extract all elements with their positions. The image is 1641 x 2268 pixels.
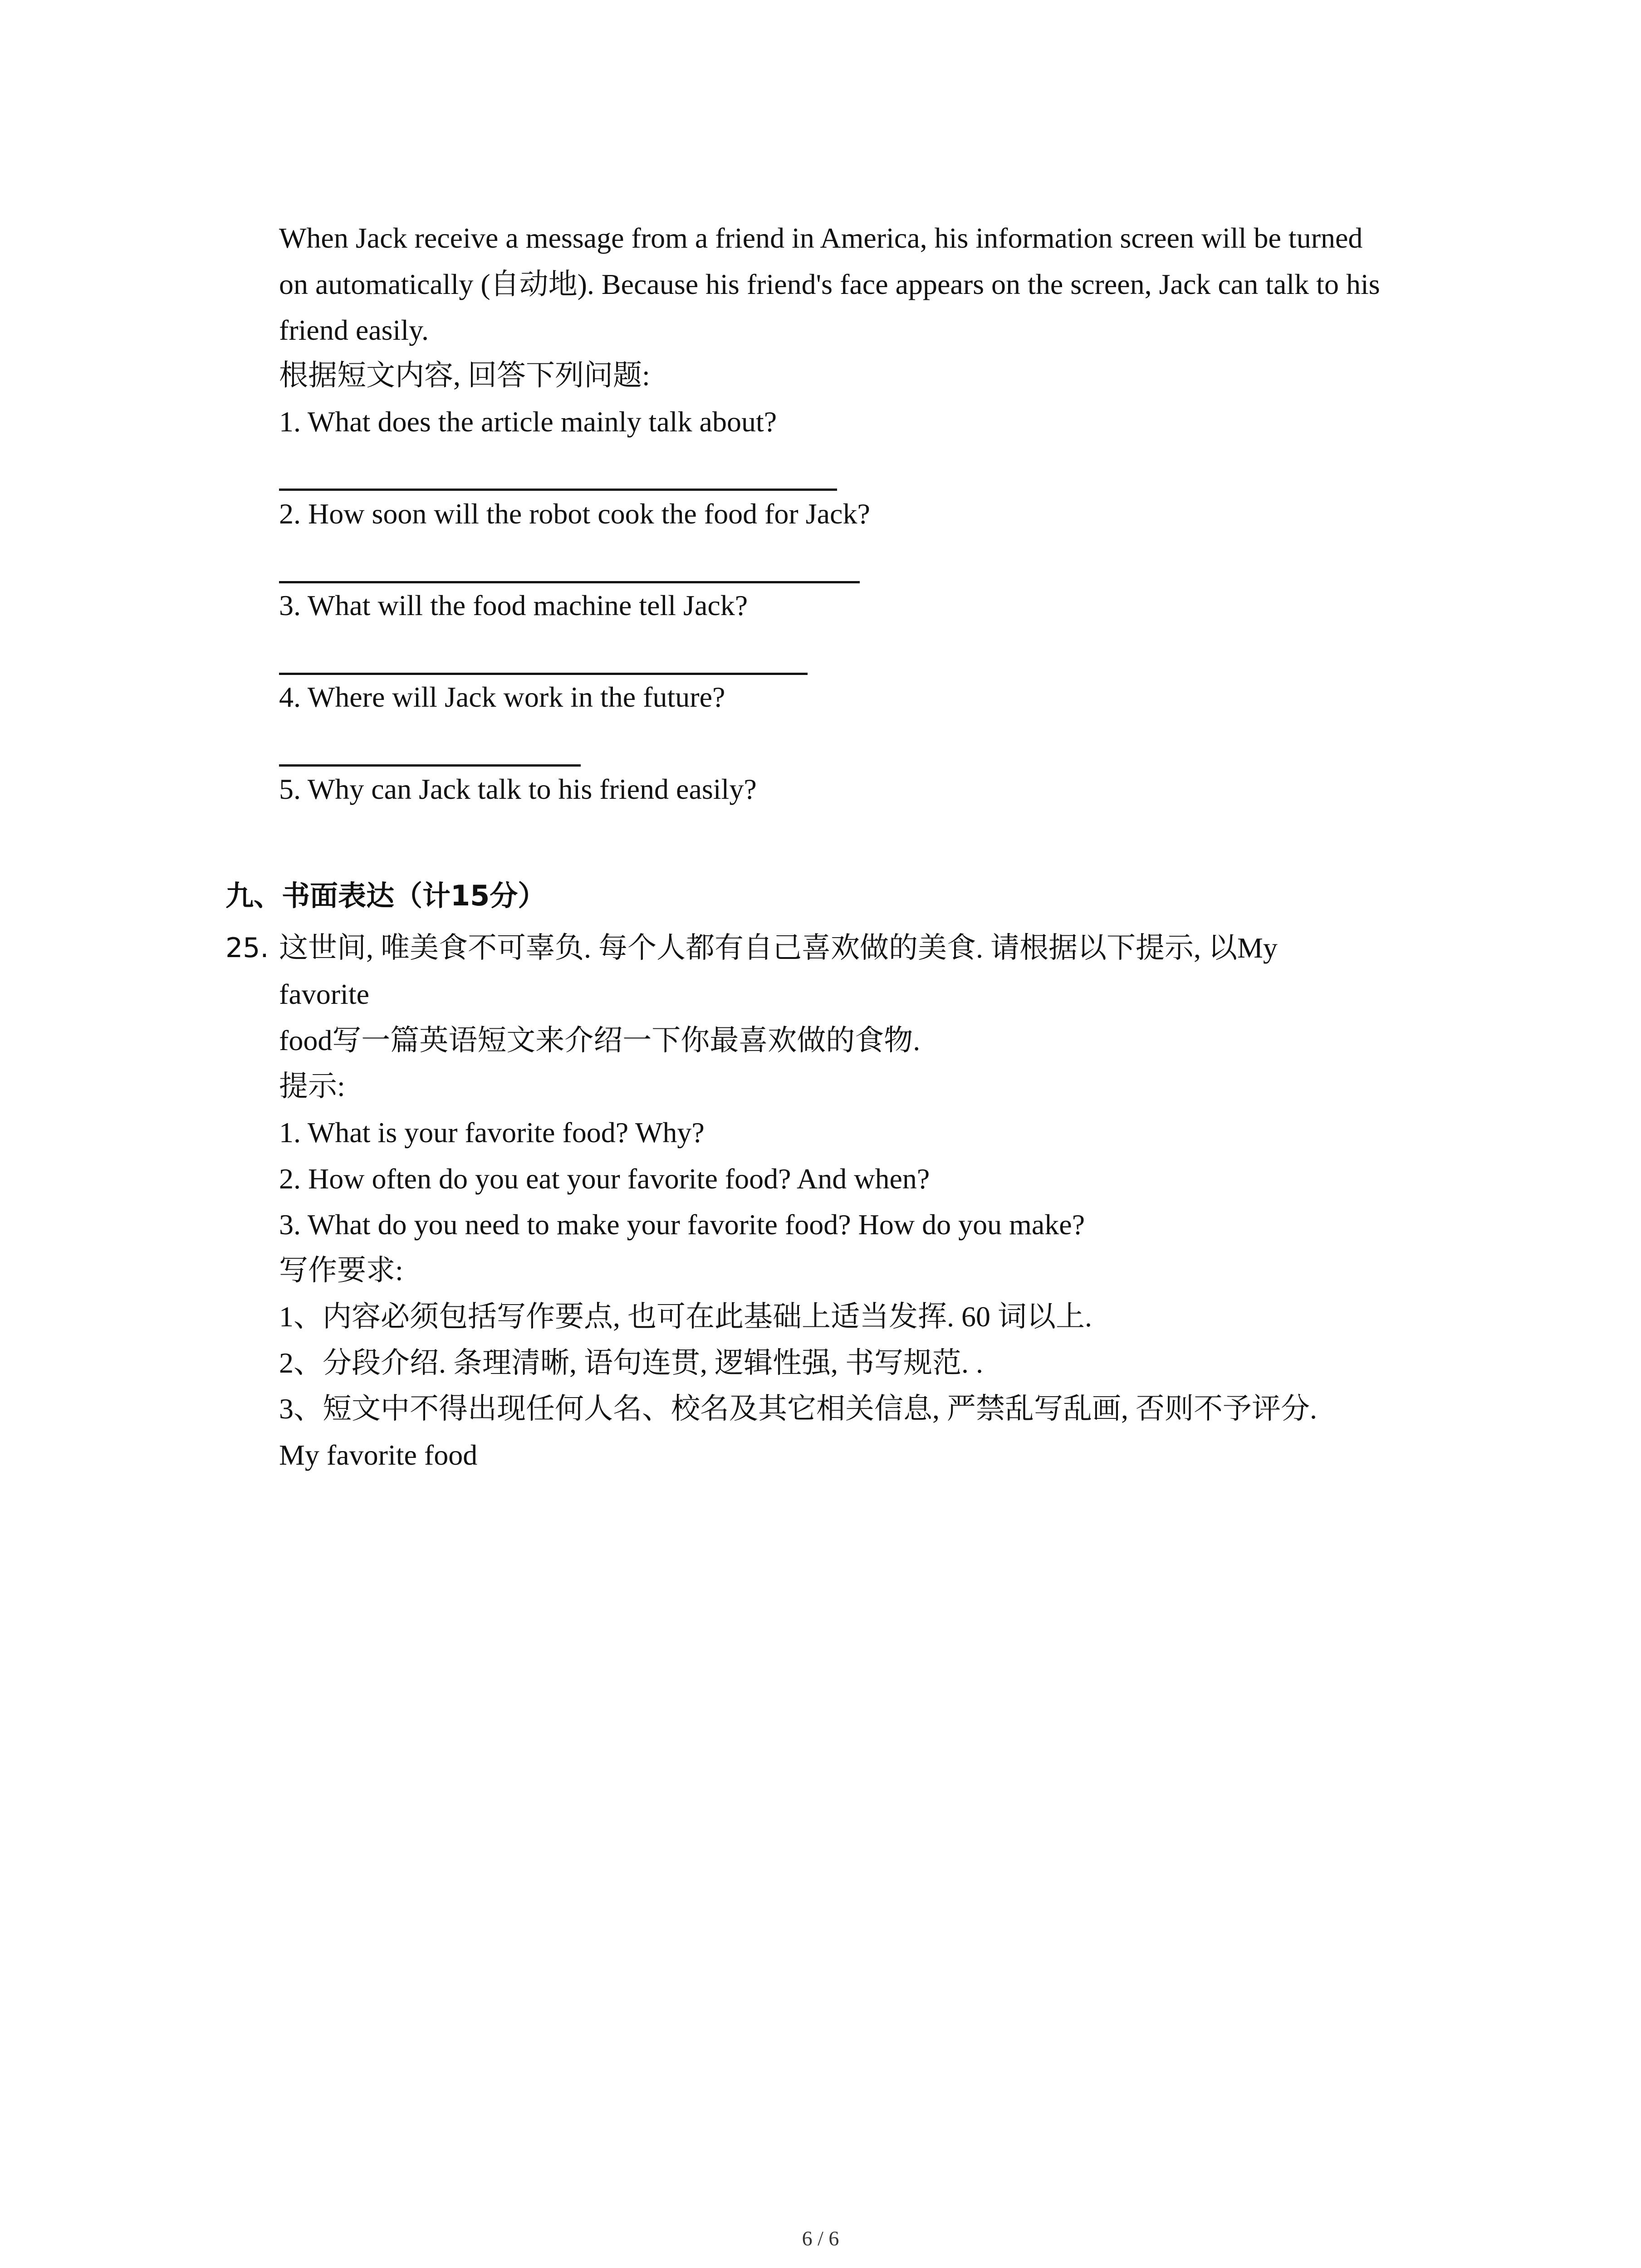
question-3: 3. What will the food machine tell Jack? bbox=[279, 589, 748, 621]
passage-line-1: When Jack receive a message from a friend in America, his information screen will be turned bbox=[279, 222, 1363, 254]
answer-line-3[interactable] bbox=[279, 673, 808, 675]
page-number: 6 / 6 bbox=[802, 2227, 839, 2250]
answer-line-2[interactable] bbox=[279, 581, 860, 583]
essay-title: My favorite food bbox=[279, 1439, 478, 1471]
requirement-1: 1、内容必须包括写作要点, 也可在此基础上适当发挥. 60 词以上. bbox=[279, 1300, 1092, 1333]
question-number-25: 25. bbox=[225, 932, 269, 964]
requirements-label: 写作要求: bbox=[279, 1254, 403, 1286]
question-instruction: 根据短文内容, 回答下列问题: bbox=[279, 359, 650, 391]
requirement-3: 3、短文中不得出现任何人名、校名及其它相关信息, 严禁乱写乱画, 否则不予评分. bbox=[279, 1393, 1317, 1425]
question-4: 4. Where will Jack work in the future? bbox=[279, 681, 725, 713]
answer-line-1[interactable] bbox=[279, 489, 837, 491]
passage-line-2: on automatically (自动地). Because his friend's face appears on the screen, Jack can talk to his bbox=[279, 268, 1380, 300]
hint-1: 1. What is your favorite food? Why? bbox=[279, 1116, 705, 1149]
writing-prompt-line-2: favorite bbox=[279, 978, 369, 1010]
question-5: 5. Why can Jack talk to his friend easily? bbox=[279, 773, 757, 805]
hints-label: 提示: bbox=[279, 1070, 345, 1102]
requirement-2: 2、分段介绍. 条理清晰, 语句连贯, 逻辑性强, 书写规范. . bbox=[279, 1347, 983, 1379]
writing-prompt-line-3: food写一篇英语短文来介绍一下你最喜欢做的食物. bbox=[279, 1024, 921, 1056]
writing-prompt-line-1: 这世间, 唯美食不可辜负. 每个人都有自己喜欢做的美食. 请根据以下提示, 以My bbox=[279, 932, 1278, 964]
question-2: 2. How soon will the robot cook the food for Jack? bbox=[279, 498, 870, 530]
passage-line-3: friend easily. bbox=[279, 314, 429, 346]
answer-line-4[interactable] bbox=[279, 764, 581, 767]
hint-2: 2. How often do you eat your favorite food? And when? bbox=[279, 1163, 930, 1195]
section-title: 九、书面表达（计15分） bbox=[225, 879, 546, 912]
hint-3: 3. What do you need to make your favorite food? How do you make? bbox=[279, 1208, 1085, 1241]
question-1: 1. What does the article mainly talk about? bbox=[279, 406, 777, 438]
